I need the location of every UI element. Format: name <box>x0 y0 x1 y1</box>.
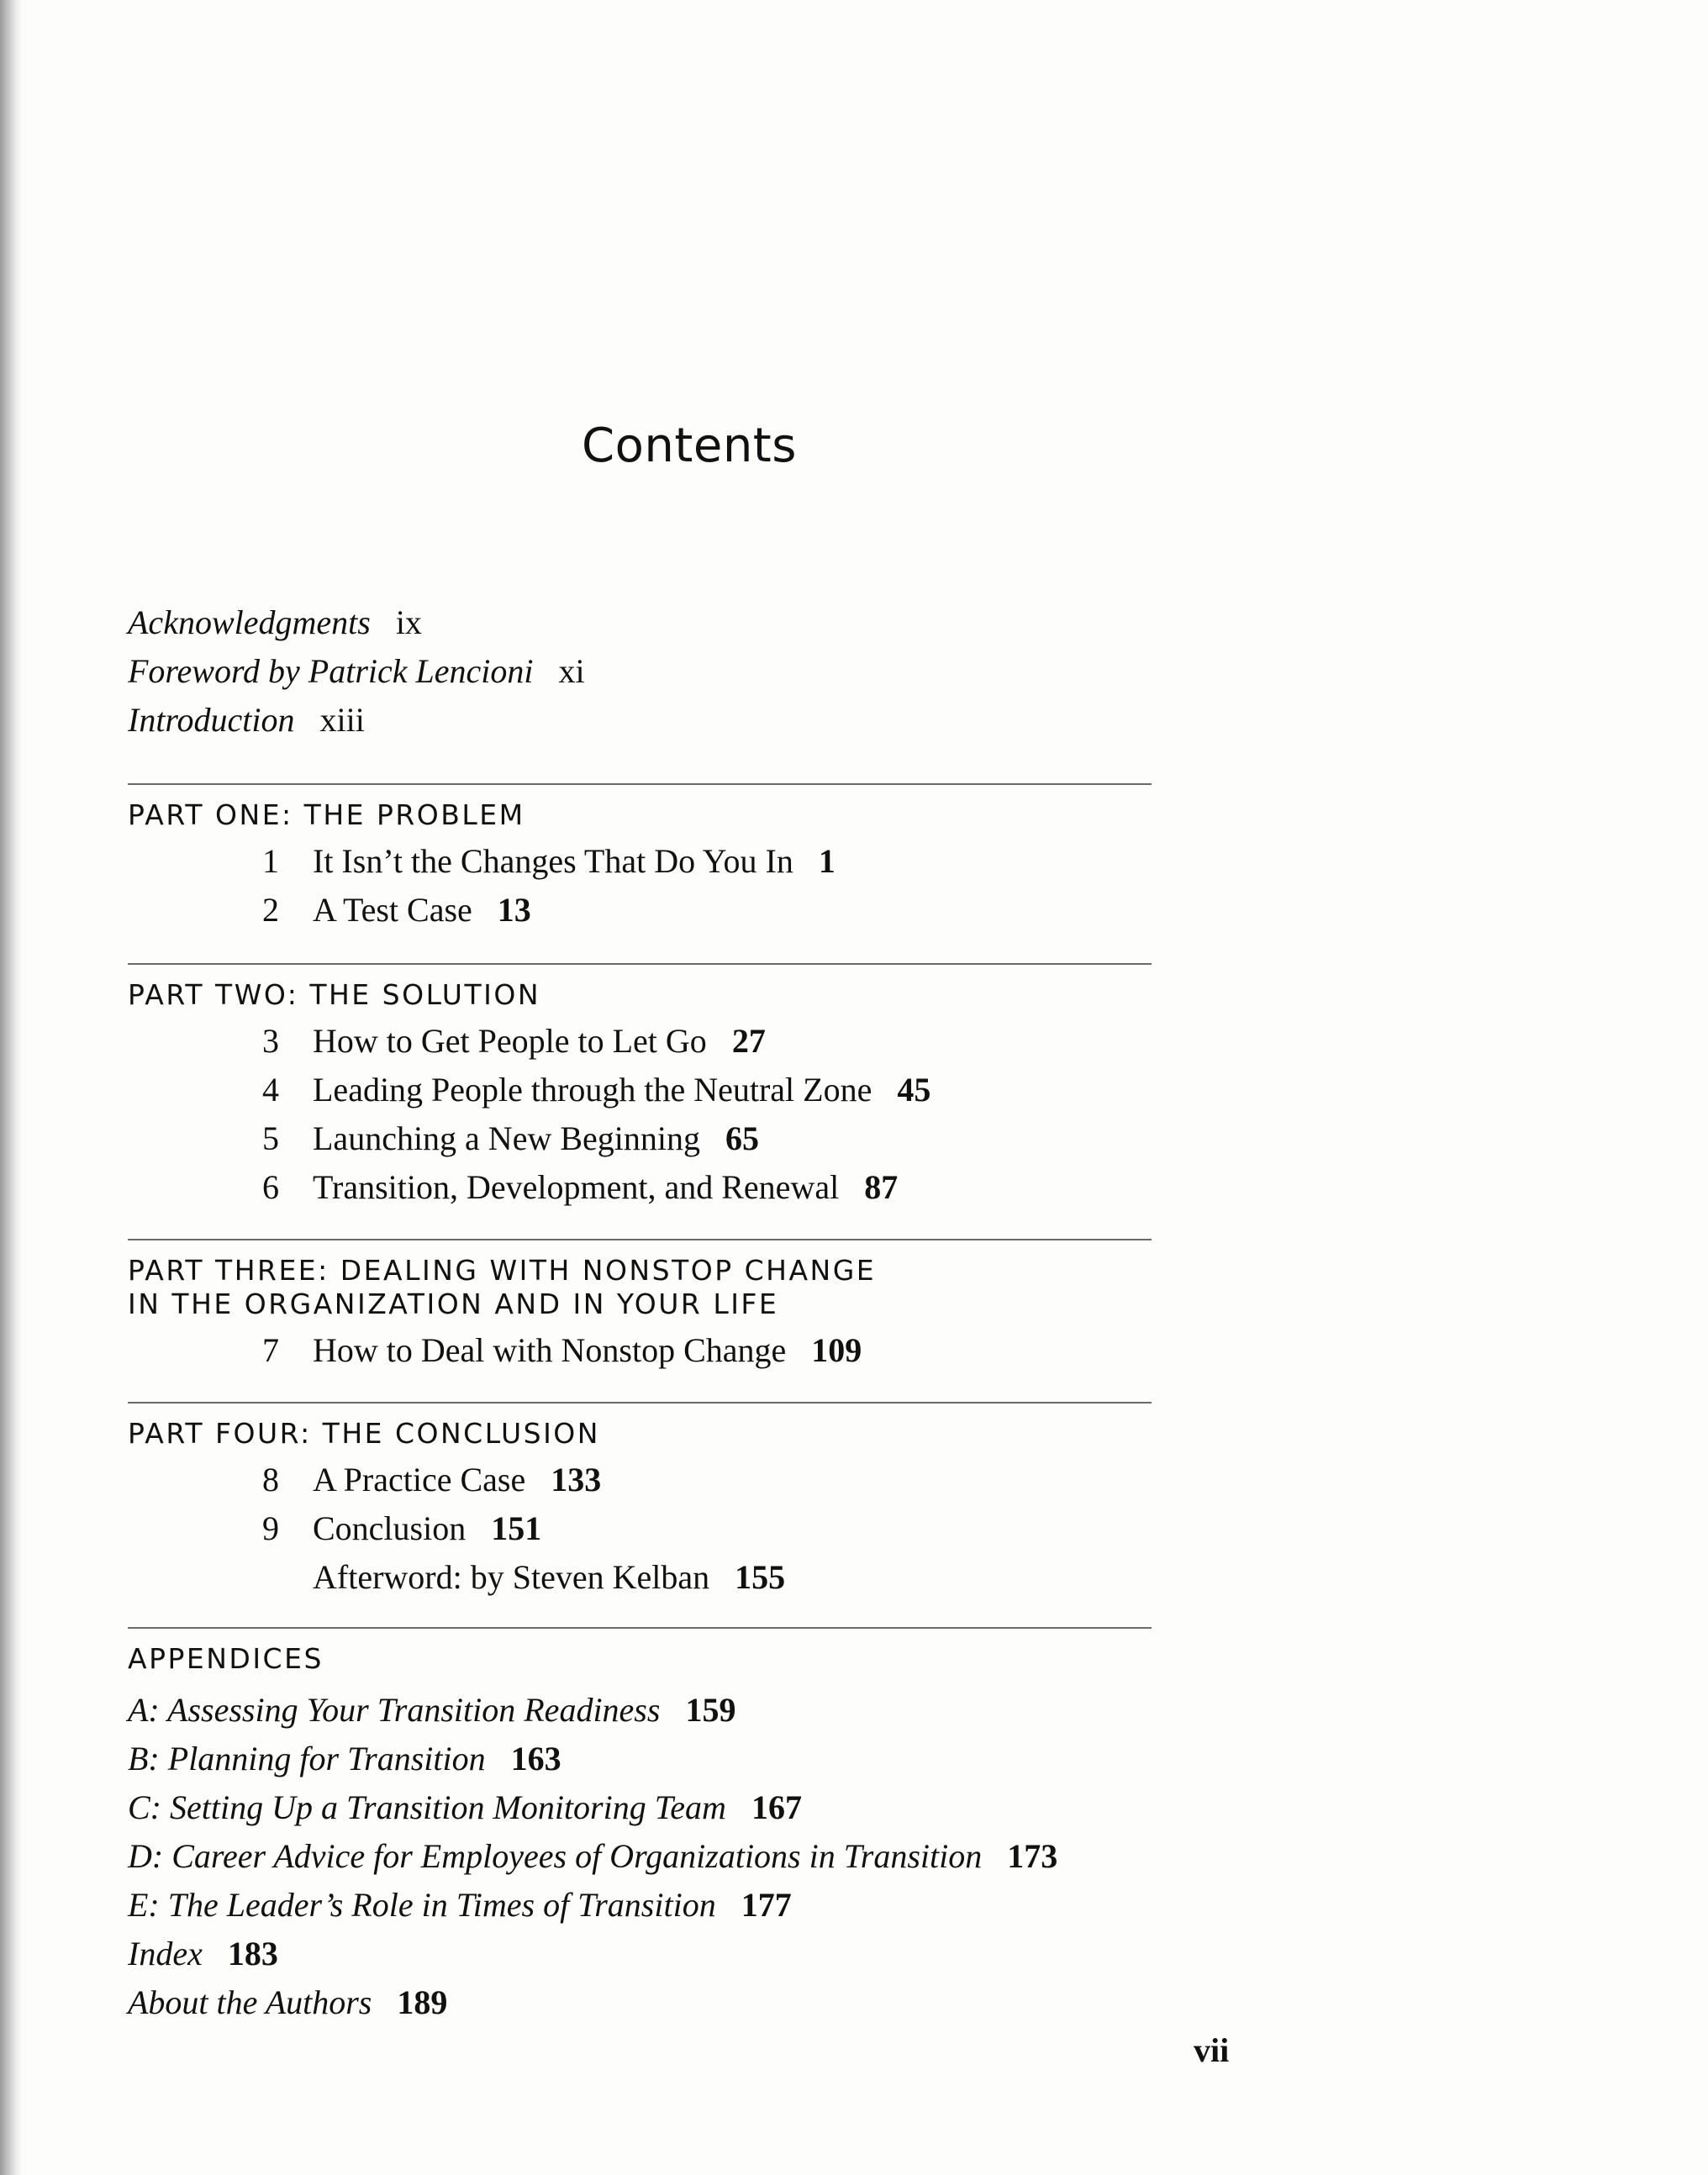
toc-entry-foreword[interactable] <box>128 647 585 696</box>
toc-entry-chapter-1[interactable] <box>262 837 1153 886</box>
entry-label: A: Assessing Your Transition Readiness <box>128 1691 661 1729</box>
chapter-title: A Practice Case <box>313 1461 526 1498</box>
entry-page: xiii <box>319 701 365 739</box>
chapter-title: How to Get People to Let Go <box>313 1022 707 1060</box>
entry-page: 167 <box>751 1788 802 1826</box>
chapter-list <box>262 1326 1153 1375</box>
part-heading: PART TWO: THE SOLUTION <box>128 978 541 1011</box>
part-heading-line-1: PART THREE: DEALING WITH NONSTOP CHANGE <box>128 1254 877 1287</box>
toc-entry-chapter-3[interactable] <box>262 1017 1153 1066</box>
entry-page: 163 <box>510 1740 561 1777</box>
entry-page: 45 <box>897 1071 931 1109</box>
chapter-number: 8 <box>262 1461 279 1498</box>
chapter-number: 9 <box>262 1509 279 1547</box>
toc-entry-introduction[interactable] <box>128 696 585 745</box>
toc-entry-appendix-b[interactable] <box>128 1735 1057 1783</box>
entry-page: 189 <box>397 1983 448 2021</box>
entry-page: 151 <box>491 1509 542 1547</box>
page-title: Contents <box>582 419 797 473</box>
part-heading <box>128 1254 1153 1321</box>
entry-page: 87 <box>864 1168 899 1206</box>
toc-entry-appendix-a[interactable] <box>128 1686 1057 1735</box>
section-divider <box>128 1402 1152 1403</box>
chapter-list <box>262 1456 1153 1602</box>
chapter-title: Conclusion <box>313 1509 467 1547</box>
part-heading: PART ONE: THE PROBLEM <box>128 798 525 831</box>
toc-entry-chapter-6[interactable] <box>262 1163 1153 1212</box>
chapter-title: It Isn’t the Changes That Do You In <box>313 842 793 880</box>
chapter-list <box>262 837 1153 935</box>
part-two-section <box>128 963 1153 1212</box>
part-heading: PART FOUR: THE CONCLUSION <box>128 1417 600 1450</box>
chapter-number: 5 <box>262 1119 279 1157</box>
entry-label: Acknowledgments <box>128 603 371 641</box>
entry-page: 27 <box>731 1022 766 1060</box>
toc-entry-afterword[interactable] <box>262 1553 1153 1602</box>
entry-page: 155 <box>735 1558 786 1596</box>
toc-entry-chapter-2[interactable] <box>262 886 1153 935</box>
part-four-section <box>128 1402 1153 1602</box>
chapter-number: 6 <box>262 1168 279 1206</box>
part-heading-line-2: IN THE ORGANIZATION AND IN YOUR LIFE <box>128 1288 779 1320</box>
entry-page: ix <box>395 603 422 641</box>
chapter-number: 2 <box>262 891 279 929</box>
entry-page: 65 <box>725 1119 759 1157</box>
toc-entry-about-the-authors[interactable] <box>128 1978 1057 2027</box>
page-binding-shadow <box>0 0 22 2175</box>
toc-entry-appendix-d[interactable] <box>128 1832 1057 1881</box>
entry-page: 173 <box>1007 1837 1058 1875</box>
entry-label: Foreword by Patrick Lencioni <box>128 652 534 690</box>
chapter-number: 4 <box>262 1071 279 1109</box>
entry-label: D: Career Advice for Employees of Organizations in Transition <box>128 1837 983 1875</box>
entry-page: 133 <box>551 1461 602 1498</box>
appendices-list <box>128 1686 1057 2027</box>
entry-page: 183 <box>227 1935 278 1972</box>
toc-entry-chapter-8[interactable] <box>262 1456 1153 1504</box>
toc-entry-appendix-c[interactable] <box>128 1783 1057 1832</box>
part-three-section <box>128 1239 1153 1375</box>
section-divider <box>128 1627 1152 1629</box>
section-divider <box>128 783 1152 785</box>
toc-entry-chapter-9[interactable] <box>262 1504 1153 1553</box>
entry-page: xi <box>558 652 585 690</box>
page-number: vii <box>1194 2031 1230 2069</box>
chapter-list <box>262 1017 1153 1212</box>
part-one-section <box>128 783 1153 935</box>
chapter-title: Afterword: by Steven Kelban <box>313 1558 710 1596</box>
chapter-title: How to Deal with Nonstop Change <box>313 1331 787 1369</box>
appendices-section <box>128 1627 1153 1676</box>
chapter-title: Launching a New Beginning <box>313 1119 700 1157</box>
appendices-heading: APPENDICES <box>128 1642 324 1675</box>
chapter-number: 1 <box>262 842 279 880</box>
toc-entry-chapter-5[interactable] <box>262 1114 1153 1163</box>
chapter-number: 7 <box>262 1331 279 1369</box>
entry-label: C: Setting Up a Transition Monitoring Team <box>128 1788 726 1826</box>
front-matter-list <box>128 598 585 745</box>
toc-entry-appendix-e[interactable] <box>128 1881 1057 1930</box>
section-divider <box>128 1239 1152 1240</box>
toc-entry-acknowledgments[interactable] <box>128 598 585 647</box>
toc-entry-index[interactable] <box>128 1930 1057 1978</box>
entry-page: 109 <box>811 1331 862 1369</box>
entry-label: Introduction <box>128 701 295 739</box>
chapter-title: Leading People through the Neutral Zone <box>313 1071 872 1109</box>
chapter-title: A Test Case <box>313 891 472 929</box>
entry-page: 159 <box>685 1691 736 1729</box>
entry-label: B: Planning for Transition <box>128 1740 486 1777</box>
chapter-number: 3 <box>262 1022 279 1060</box>
entry-label: About the Authors <box>128 1983 372 2021</box>
toc-entry-chapter-7[interactable] <box>262 1326 1153 1375</box>
entry-label: E: The Leader’s Role in Times of Transition <box>128 1886 716 1924</box>
section-divider <box>128 963 1152 965</box>
chapter-title: Transition, Development, and Renewal <box>313 1168 840 1206</box>
toc-entry-chapter-4[interactable] <box>262 1066 1153 1114</box>
entry-page: 177 <box>741 1886 792 1924</box>
entry-page: 13 <box>497 891 531 929</box>
entry-page: 1 <box>818 842 836 880</box>
entry-label: Index <box>128 1935 203 1972</box>
